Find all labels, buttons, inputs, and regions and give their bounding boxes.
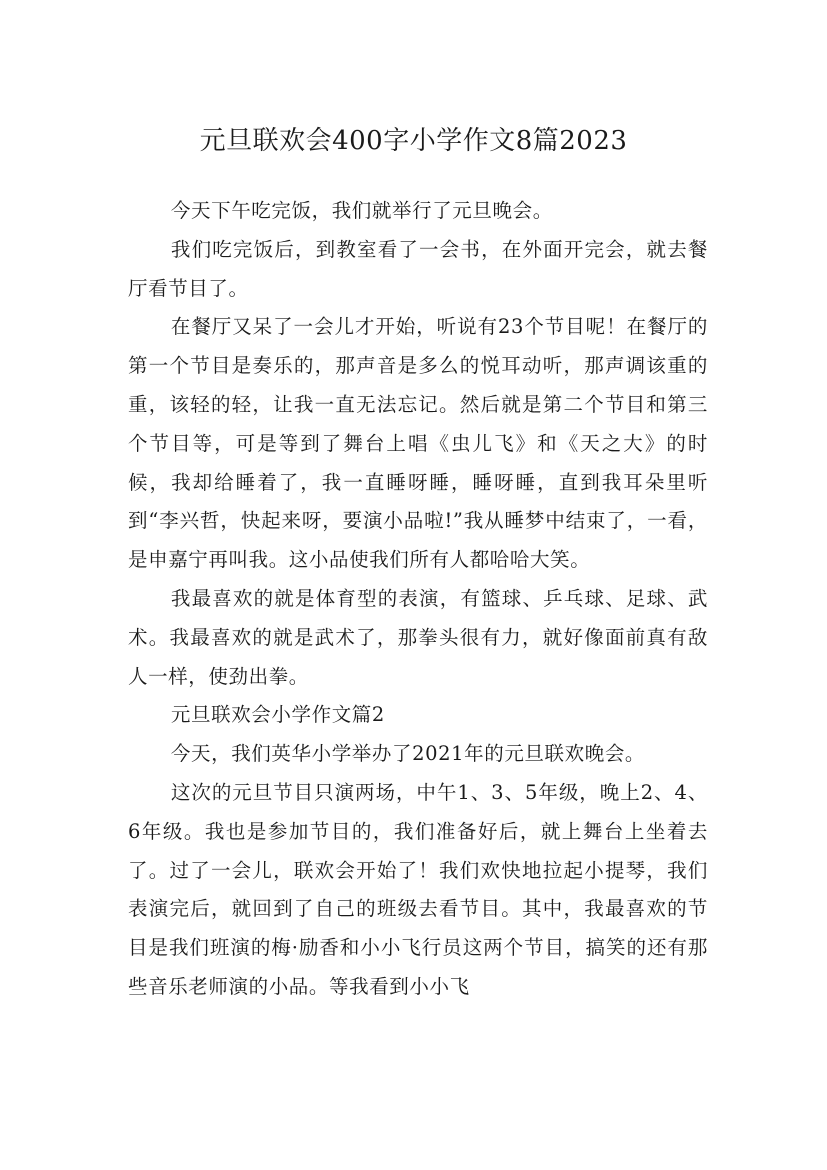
paragraph: 今天，我们英华小学举办了2021年的元旦联欢晚会。 xyxy=(170,742,646,766)
document-title: 元旦联欢会400字小学作文8篇2023 xyxy=(199,126,628,157)
paragraph: 我最喜欢的就是体育型的表演，有篮球、乒乓球、足球、武术。我最喜欢的就是武术了，那拳头很有力，就好像面前真有敌人一样，使劲出拳。 xyxy=(128,586,708,688)
paragraph: 今天下午吃完饭，我们就举行了元旦晚会。 xyxy=(170,199,553,222)
document-body xyxy=(128,192,708,1007)
paragraph: 这次的元旦节目只演两场，中午1、3、5年级，晚上2、4、6年级。我也是参加节目的，我们准备好后，就上舞台上坐着去了。过了一会儿，联欢会开始了！我们欢快地拉起小提琴，我们表演完后，就回到了自己的班级去看节目。其中，我最喜欢的节目是我们班演的梅·励香和小小飞行员这两个节目，搞笑的还有那些音乐老师演的小品。等我看到小小飞 xyxy=(128,780,708,998)
paragraph: 我们吃完饭后，到教室看了一会书，在外面开完会，就去餐厅看节目了。 xyxy=(128,237,708,300)
section-heading: 元旦联欢会小学作文篇2 xyxy=(170,703,385,727)
paragraph: 在餐厅又呆了一会儿才开始，听说有23个节目呢！在餐厅的第一个节目是奏乐的，那声音是多么的悦耳动听，那声调该重的重，该轻的轻，让我一直无法忘记。然后就是第二个节目和第三个节目等，可是等到了舞台上唱《虫儿飞》和《天之大》的时候，我却给睡着了，我一直睡呀睡，睡呀睡，直到我耳朵里听到“李兴哲，快起来呀，要演小品啦!”我从睡梦中结束了，一看，是申嘉宁再叫我。这小品使我们所有人都哈哈大笑。 xyxy=(128,315,708,572)
